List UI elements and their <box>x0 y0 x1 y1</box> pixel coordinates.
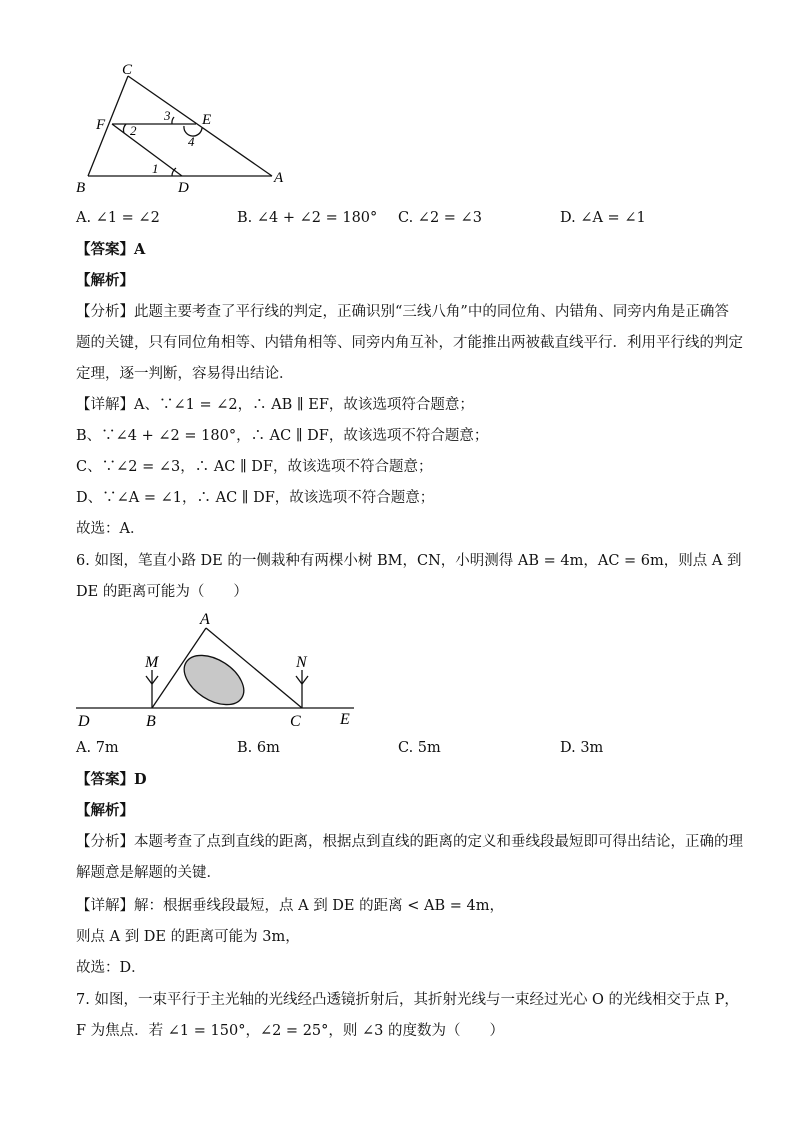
q5-detail-b: B、∵∠4 + ∠2 = 180°，∴ AC ∥ DF，故该选项不符合题意； <box>76 428 489 444</box>
label-E: E <box>202 112 212 128</box>
label-A: A <box>200 611 210 628</box>
q6-option-a: A. 7m <box>76 740 119 756</box>
q5-detail-d: D、∵∠A = ∠1，∴ AC ∥ DF，故该选项不符合题意； <box>76 490 435 506</box>
angle-3: 3 <box>164 108 171 123</box>
q5-analysis-line2: 题的关键，只有同位角相等、内错角相等、同旁内角互补，才能推出两被截直线平行．利用平行线的判定 <box>76 335 743 351</box>
q6-analysis-line2: 解题意是解题的关键． <box>76 865 221 881</box>
q7-stem-line2: F 为焦点．若 ∠1 = 150°，∠2 = 25°，则 ∠3 的度数为（ ） <box>76 1023 504 1039</box>
q7-stem-line1: 7. 如图，一束平行于主光轴的光线经凸透镜折射后，其折射光线与一束经过光心 O 的光线相交于点 P， <box>76 992 739 1008</box>
q6-detail-line1: 【详解】解：根据垂线段最短，点 A 到 DE 的距离 < AB = 4m， <box>76 898 504 914</box>
figure-triangle-parallel <box>70 58 300 198</box>
q6-option-d: D. 3m <box>560 740 604 756</box>
q5-detail-c: C、∵∠2 = ∠3，∴ AC ∥ DF，故该选项不符合题意； <box>76 459 433 475</box>
q6-analysis-line1: 【分析】本题考查了点到直线的距离，根据点到直线的距离的定义和垂线段最短即可得出结论，正确的理 <box>76 834 743 850</box>
angle-4: 4 <box>188 134 195 149</box>
label-B: B <box>146 713 156 730</box>
q5-choose: 故选：A． <box>76 521 145 537</box>
label-N: N <box>296 654 307 671</box>
q5-analysis-line1: 【分析】此题主要考查了平行线的判定，正确识别“三线八角”中的同位角、内错角、同旁内角是正确答 <box>76 304 729 320</box>
label-A: A <box>274 170 284 186</box>
q5-detail-a: 【详解】A、∵∠1 = ∠2，∴ AB ∥ EF，故该选项符合题意； <box>76 397 474 413</box>
q5-jiexi: 【解析】 <box>76 272 134 289</box>
q6-option-c: C. 5m <box>398 740 441 756</box>
q5-analysis-line3: 定理，逐一判断，容易得出结论． <box>76 366 294 382</box>
angle-1: 1 <box>152 161 159 176</box>
figure-road-trees <box>70 606 370 736</box>
q6-answer: 【答案】D <box>76 771 147 788</box>
label-C: C <box>290 713 301 730</box>
label-B: B <box>76 180 86 196</box>
q6-choose: 故选：D． <box>76 960 146 976</box>
q5-answer: 【答案】A <box>76 241 146 258</box>
label-M: M <box>145 654 159 671</box>
label-D: D <box>178 180 189 196</box>
label-E: E <box>340 711 350 728</box>
q5-option-b: B. ∠4 + ∠2 = 180° <box>237 210 378 226</box>
label-C: C <box>122 62 133 78</box>
q6-stem-line1: 6. 如图，笔直小路 DE 的一侧栽种有两棵小树 BM，CN，小明测得 AB = 4m，AC = 6m，则点 A 到 <box>76 553 742 569</box>
q6-detail-line2: 则点 A 到 DE 的距离可能为 3m， <box>76 929 300 945</box>
q5-option-c: C. ∠2 = ∠3 <box>398 210 482 226</box>
q6-stem-line2: DE 的距离可能为（ ） <box>76 584 248 600</box>
q6-jiexi: 【解析】 <box>76 802 134 819</box>
angle-2: 2 <box>130 123 137 138</box>
label-D: D <box>78 713 90 730</box>
q5-option-a: A. ∠1 = ∠2 <box>76 210 160 226</box>
q6-option-b: B. 6m <box>237 740 280 756</box>
q5-option-d: D. ∠A = ∠1 <box>560 210 646 226</box>
label-F: F <box>96 117 106 133</box>
